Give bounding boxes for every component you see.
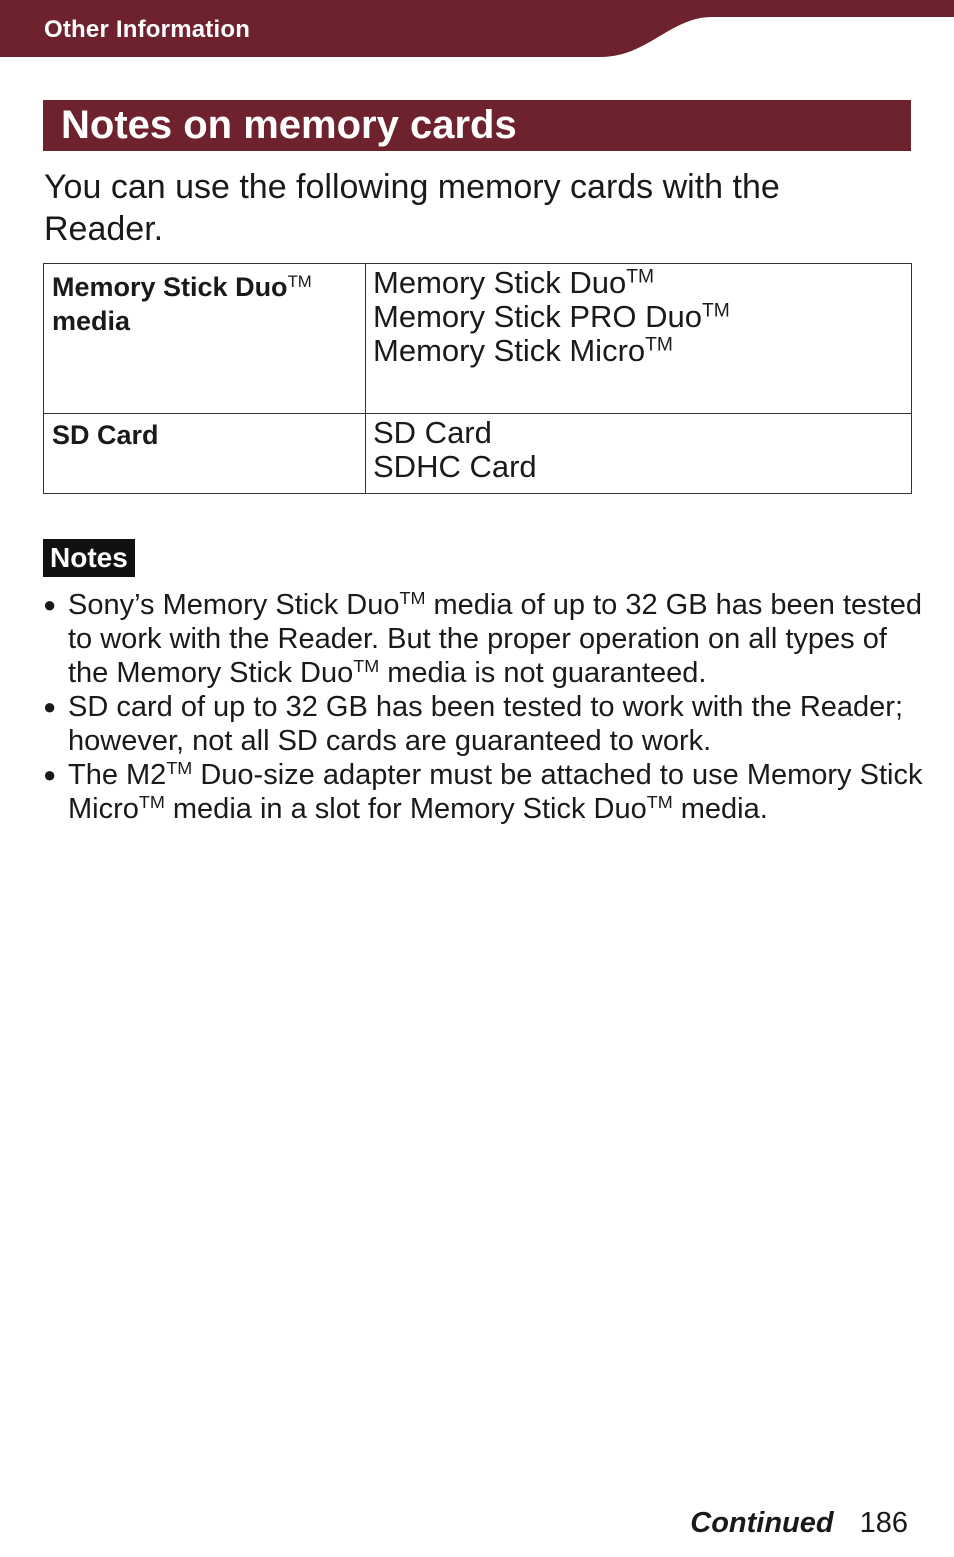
bullet-icon: ●	[43, 592, 57, 617]
card-list-cell	[366, 414, 912, 494]
trademark-mark: TM	[646, 792, 673, 813]
card-list-item	[373, 416, 904, 450]
trademark-mark: TM	[626, 266, 654, 288]
card-type-label: Memory Stick Duo	[52, 272, 288, 302]
header-band	[0, 0, 954, 58]
card-type-suffix: media	[52, 306, 131, 336]
notes-badge: Notes	[43, 539, 135, 577]
card-name: SDHC Card	[373, 449, 537, 484]
note-text: SD card of up to 32 GB has been tested to work with the Reader; however, not all SD cards are guaranteed to work.	[68, 691, 904, 757]
card-name: Memory Stick Micro	[373, 333, 646, 368]
card-list-cell	[366, 264, 912, 414]
continued-label: Continued	[690, 1507, 834, 1539]
trademark-mark: TM	[399, 588, 426, 609]
trademark-mark: TM	[702, 300, 730, 322]
page-title: Notes on memory cards	[61, 103, 517, 147]
card-type-cell	[44, 264, 366, 414]
note-text: Duo-size adapter must be attached to use Memory Stick Micro	[68, 759, 923, 825]
section-label: Other Information	[44, 16, 251, 43]
card-name: SD Card	[373, 415, 492, 450]
card-name: Memory Stick PRO Duo	[373, 299, 703, 334]
card-name: Memory Stick Duo	[373, 265, 627, 300]
memory-card-table	[43, 263, 912, 494]
list-item	[43, 690, 923, 758]
trademark-mark: TM	[287, 271, 312, 291]
table-row	[44, 264, 912, 414]
note-text: Sony’s Memory Stick Duo	[68, 589, 400, 621]
note-text: The M2	[68, 759, 167, 791]
card-list-item	[373, 300, 904, 334]
table-row	[44, 414, 912, 494]
note-text: media in a slot for Memory Stick Duo	[164, 793, 647, 825]
notes-list	[43, 588, 923, 826]
note-text: media of up to 32 GB has been tested to work with the Reader. But the proper operation on all types of the Memory Stick Duo	[68, 589, 922, 689]
trademark-mark: TM	[645, 334, 673, 356]
page-footer	[690, 1505, 908, 1541]
note-text: media.	[672, 793, 768, 825]
trademark-mark: TM	[166, 758, 193, 779]
card-type-label: SD Card	[52, 420, 159, 450]
bullet-icon: ●	[43, 762, 57, 787]
card-list-item	[373, 334, 904, 368]
note-text: media is not guaranteed.	[379, 657, 707, 689]
page-title-bar	[43, 100, 911, 151]
page-number: 186	[859, 1507, 908, 1539]
bullet-icon: ●	[43, 694, 57, 719]
card-list-item	[373, 450, 904, 484]
intro-text: You can use the following memory cards with the Reader.	[44, 168, 780, 248]
trademark-mark: TM	[138, 792, 165, 813]
card-type-cell	[44, 414, 366, 494]
card-list-item	[373, 266, 904, 300]
list-item	[43, 588, 923, 690]
list-item	[43, 758, 923, 826]
trademark-mark: TM	[353, 656, 380, 677]
